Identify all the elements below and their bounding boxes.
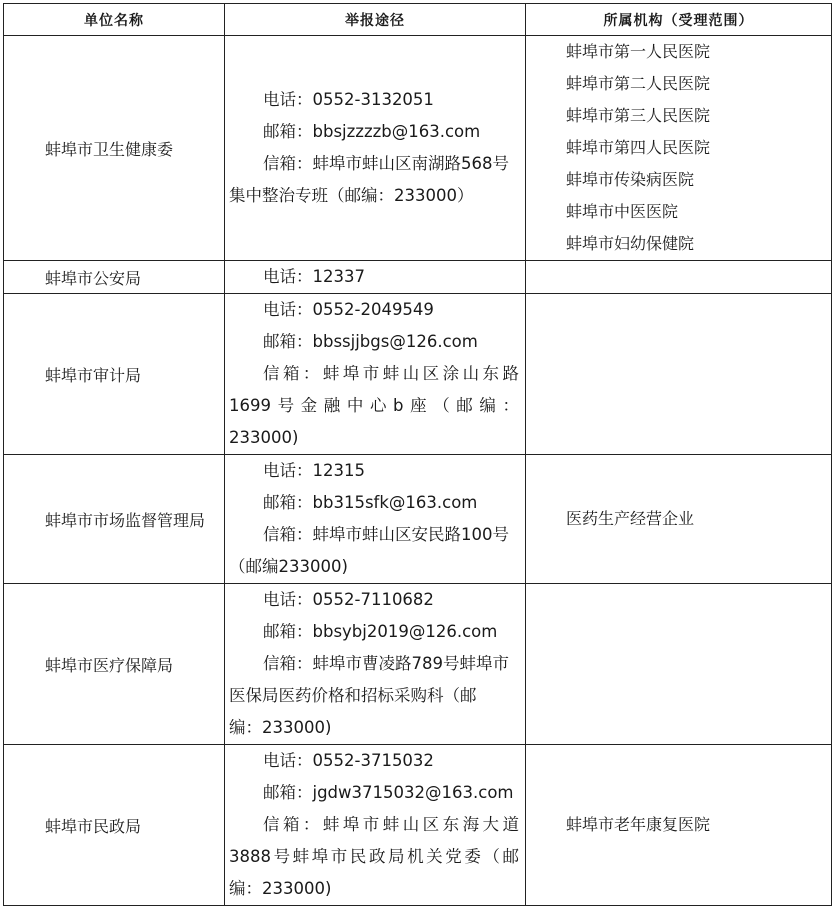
email-line: 邮箱：jgdw3715032@163.com [263, 783, 514, 802]
table-row [4, 36, 832, 261]
mailbox-line: 信箱：蚌埠市蚌山区南湖路568号 [263, 154, 509, 173]
org-item: 蚌埠市老年康复医院 [566, 815, 711, 834]
email-line: 邮箱：bbssjjbgs@126.com [263, 332, 478, 351]
table-row [4, 455, 832, 584]
mailbox-line-cont: 医保局医药价格和招标采购科（邮 [229, 686, 477, 705]
report-channel-cell [225, 455, 526, 584]
unit-name: 蚌埠市民政局 [4, 745, 225, 906]
unit-name: 蚌埠市卫生健康委 [4, 36, 225, 261]
org-item: 蚌埠市第三人民医院 [566, 106, 711, 125]
mailbox-line-cont: 集中整治专班（邮编：233000） [229, 186, 474, 205]
mailbox-line: 信箱：蚌埠市蚌山区安民路100号 [263, 525, 509, 544]
mailbox-line: 信箱：蚌埠市曹凌路789号蚌埠市 [263, 654, 509, 673]
report-channel-cell [225, 294, 526, 455]
report-channel-cell [225, 36, 526, 261]
table-row [4, 261, 832, 294]
org-cell [526, 261, 832, 294]
mailbox-line-cont: 编：233000) [229, 879, 332, 898]
org-cell [526, 584, 832, 745]
mailbox-line: 信箱：蚌埠市蚌山区东海大道 [263, 815, 519, 834]
mailbox-line-cont: （邮编233000) [229, 557, 348, 576]
phone-line: 电话：0552-3715032 [263, 751, 434, 770]
mailbox-line: 信箱：蚌埠市蚌山区涂山东路 [263, 364, 519, 383]
email-line: 邮箱：bbsybj2019@126.com [263, 622, 498, 641]
org-item: 蚌埠市中医医院 [566, 202, 679, 221]
org-cell [526, 745, 832, 906]
report-channels-table [3, 3, 832, 906]
phone-line: 电话：0552-3132051 [263, 90, 434, 109]
mailbox-line-cont: 233000) [229, 428, 299, 447]
org-cell [526, 36, 832, 261]
report-channel-cell [225, 584, 526, 745]
phone-line: 电话：0552-7110682 [263, 590, 434, 609]
org-cell [526, 294, 832, 455]
table-row [4, 745, 832, 906]
phone-line: 电话：0552-2049549 [263, 300, 434, 319]
mailbox-line-cont: 编：233000) [229, 718, 332, 737]
table-row [4, 294, 832, 455]
unit-name: 蚌埠市市场监督管理局 [4, 455, 225, 584]
report-channel-cell [225, 261, 526, 294]
table-row [4, 584, 832, 745]
unit-name: 蚌埠市医疗保障局 [4, 584, 225, 745]
org-item: 蚌埠市第二人民医院 [566, 74, 711, 93]
org-cell [526, 455, 832, 584]
table-header-row [4, 4, 832, 36]
report-channel-cell [225, 745, 526, 906]
header-unit-name: 单位名称 [4, 4, 225, 36]
org-item: 蚌埠市第四人民医院 [566, 138, 711, 157]
unit-name: 蚌埠市审计局 [4, 294, 225, 455]
org-item: 蚌埠市第一人民医院 [566, 42, 711, 61]
unit-name: 蚌埠市公安局 [4, 261, 225, 294]
org-item: 蚌埠市传染病医院 [566, 170, 695, 189]
header-report-channel: 举报途径 [225, 4, 526, 36]
email-line: 邮箱：bbsjzzzzb@163.com [263, 122, 481, 141]
phone-line: 电话：12337 [263, 267, 365, 286]
phone-line: 电话：12315 [263, 461, 365, 480]
mailbox-line-cont: 3888号蚌埠市民政局机关党委（邮 [229, 847, 519, 866]
org-item: 蚌埠市妇幼保健院 [566, 234, 695, 253]
header-affiliated-org: 所属机构（受理范围） [526, 4, 832, 36]
email-line: 邮箱：bb315sfk@163.com [263, 493, 478, 512]
org-item: 医药生产经营企业 [566, 509, 695, 528]
mailbox-line-cont: 1699号金融中心b座（邮编： [229, 396, 519, 415]
